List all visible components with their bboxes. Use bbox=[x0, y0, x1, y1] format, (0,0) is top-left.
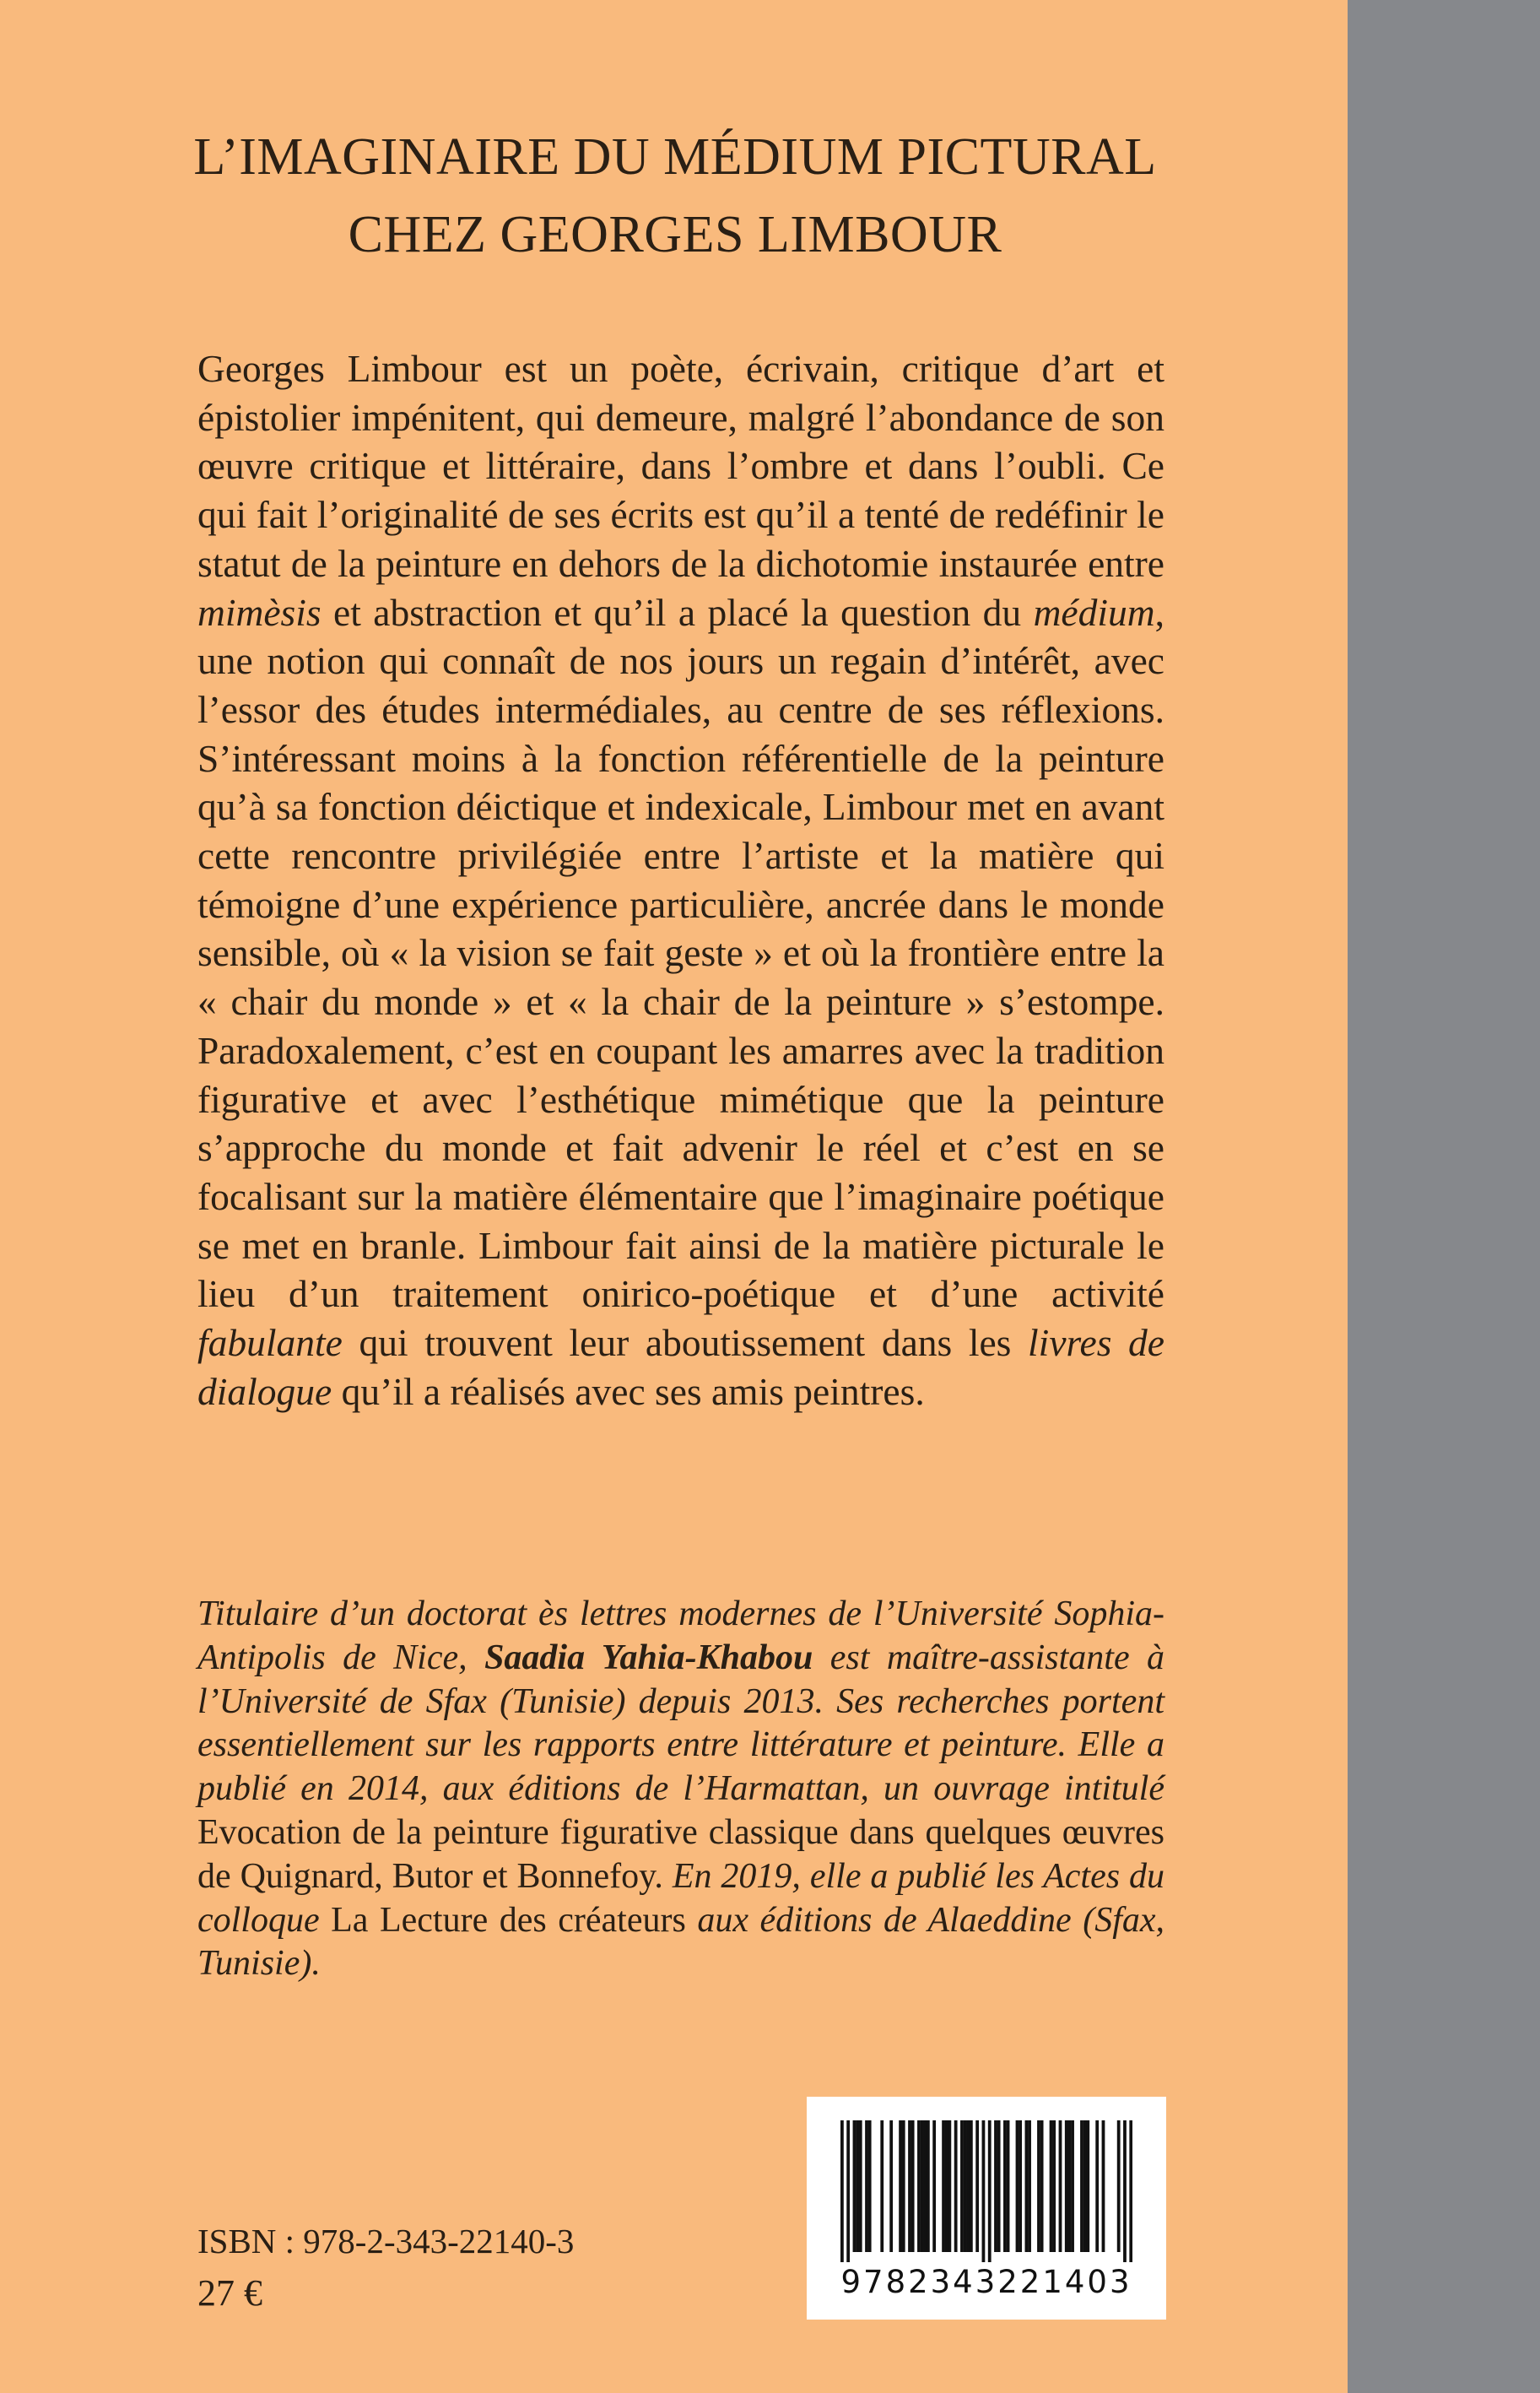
barcode-bar bbox=[1003, 2120, 1007, 2252]
summary-emphasis: fabulante bbox=[197, 1321, 343, 1365]
barcode-bar bbox=[1016, 2120, 1019, 2252]
barcode-bar bbox=[853, 2120, 856, 2252]
title-line-2: CHEZ GEORGES LIMBOUR bbox=[348, 206, 1002, 263]
barcode-bar bbox=[1083, 2120, 1087, 2252]
title-line-1: L’IMAGINAIRE DU MÉDIUM PICTURAL bbox=[193, 128, 1157, 186]
summary-text: qu’il a réalisés avec ses amis peintres. bbox=[332, 1369, 925, 1413]
barcode-bar bbox=[1102, 2120, 1105, 2252]
bio-text: En 2019, elle a publié les Actes du colloque bbox=[197, 1856, 1164, 1940]
barcode-bar bbox=[954, 2120, 958, 2252]
barcode-bar bbox=[1086, 2120, 1089, 2252]
barcode-bar bbox=[1050, 2120, 1053, 2252]
barcode-bar bbox=[1028, 2120, 1031, 2252]
price: 27 € bbox=[197, 2272, 262, 2314]
summary-text: Georges Limbour est un poète, écrivain, critique d’art et épistolier impénitent, qui demeure, malgré l’abondance de son œuvre critique et littéraire, dans l’ombre et dans l’oubli. Ce qui fait l’originalité de ses écrits est qu’il a tenté de redéfinir le statut de la peinture en dehors de la dichotomie instaurée entre bbox=[197, 347, 1164, 585]
barcode-bar bbox=[1117, 2120, 1121, 2252]
barcode-bar bbox=[902, 2120, 905, 2252]
barcode-bar bbox=[917, 2120, 921, 2252]
barcode-bar bbox=[1065, 2120, 1068, 2252]
barcode-bar bbox=[1037, 2120, 1040, 2252]
author-name: Saadia Yahia-Khabou bbox=[484, 1638, 813, 1677]
summary-emphasis: médium bbox=[1033, 590, 1155, 634]
summary-text: qui trouvent leur aboutissement dans les bbox=[342, 1321, 1029, 1365]
bio-text: est maître-assistante à l’Université de Sfax (Tunisie) depuis 2013. Ses recherches portent essentiellement sur les rapports entre littérature et peinture. Elle a publié en 2014, aux éditions de l’Harmattan, un ouvrage intitulé bbox=[197, 1638, 1165, 1809]
book-spine bbox=[1348, 0, 1540, 2393]
barcode-bar bbox=[859, 2120, 862, 2252]
barcode-bar bbox=[966, 2120, 970, 2252]
barcode-bar bbox=[997, 2120, 1001, 2252]
barcode-bar bbox=[1019, 2120, 1022, 2252]
barcode-bar bbox=[880, 2120, 883, 2252]
barcode-bar bbox=[911, 2120, 915, 2252]
barcode-bars bbox=[840, 2120, 1132, 2262]
book-title bbox=[101, 118, 1249, 273]
barcode-bar bbox=[899, 2120, 902, 2252]
barcode-bar bbox=[975, 2120, 979, 2252]
bio-text: Titulaire d’un doctorat ès lettres modernes de l’Université Sophia-Antipolis de Nice, bbox=[197, 1594, 1164, 1677]
barcode-bar bbox=[921, 2120, 924, 2252]
barcode-bar bbox=[1080, 2120, 1083, 2252]
barcode-bar bbox=[923, 2120, 927, 2252]
summary-emphasis: mimèsis bbox=[197, 590, 322, 634]
barcode-bar bbox=[964, 2120, 967, 2252]
barcode-bar bbox=[865, 2120, 868, 2252]
barcode-bar bbox=[945, 2120, 948, 2252]
barcode-bar bbox=[1052, 2120, 1056, 2252]
barcode-bar bbox=[1007, 2120, 1010, 2252]
bio-text: aux éditions de Alaeddine (Sfax, Tunisie). bbox=[197, 1900, 1165, 1984]
summary-text: , une notion qui connaît de nos jours un regain d’intérêt, avec l’essor des études intermédiales, au centre de ses réflexions. S’intéressant moins à la fonction référentielle de la peinture qu’à sa fonction déictique et indexicale, Limbour met en avant cette rencontre privilégiée entre l’artiste et la matière qui témoigne d’une expérience particulière, ancrée dans le monde sensible, où « la vision se fait geste » et où la frontière entre la « chair du monde » et « la chair de la peinture » s’estompe. Paradoxalement, c’est en coupant les amarres avec la tradition figurative et avec l’esthétique mimétique que la peinture s’approche du monde et fait advenir le réel et c’est en se focalisant sur la matière élémentaire que l’imaginaire poétique se met en branle. Limbour fait ainsi de la matière picturale le lieu d’un traitement onirico-poétique et d’une activité bbox=[197, 590, 1164, 1316]
barcode-bar bbox=[868, 2120, 872, 2252]
isbn: ISBN : 978-2-343-22140-3 bbox=[197, 2222, 575, 2260]
barcode-bar bbox=[908, 2120, 911, 2252]
barcode-bar bbox=[1123, 2120, 1127, 2262]
barcode-bar bbox=[988, 2120, 992, 2262]
bio-work-title: La Lecture des créateurs bbox=[331, 1900, 686, 1940]
barcode-bar bbox=[927, 2120, 930, 2252]
barcode-bar bbox=[1071, 2120, 1074, 2252]
barcode-bar bbox=[1040, 2120, 1044, 2252]
barcode-bar bbox=[1059, 2120, 1062, 2252]
barcode-bar bbox=[889, 2120, 893, 2252]
barcode-bar bbox=[948, 2120, 951, 2252]
bio-work-title: Evocation de la peinture figurative classique dans quelques œuvres de Quignard, Butor et Bonnefoy. bbox=[197, 1812, 1164, 1896]
barcode-bar bbox=[960, 2120, 964, 2252]
barcode-bar bbox=[994, 2120, 997, 2252]
barcode-bar bbox=[840, 2120, 844, 2262]
barcode-bar bbox=[856, 2120, 859, 2252]
barcode-bar bbox=[1068, 2120, 1072, 2252]
summary-emphasis: livres de dialogue bbox=[197, 1321, 1164, 1413]
author-bio bbox=[197, 1593, 1164, 1986]
barcode-bar bbox=[846, 2120, 850, 2262]
barcode-bar bbox=[970, 2120, 973, 2252]
barcode-bar bbox=[1095, 2120, 1099, 2252]
barcode-bar bbox=[1025, 2120, 1029, 2252]
barcode-bar bbox=[942, 2120, 945, 2252]
barcode-bar bbox=[932, 2120, 936, 2252]
book-summary bbox=[197, 344, 1164, 1416]
summary-text: et abstraction et qu’il a placé la question du bbox=[321, 590, 1034, 634]
barcode-digits: 9782343221403 bbox=[840, 2264, 1132, 2300]
barcode-bar bbox=[982, 2120, 986, 2262]
barcode-bar bbox=[1129, 2120, 1132, 2262]
barcode bbox=[807, 2097, 1166, 2320]
